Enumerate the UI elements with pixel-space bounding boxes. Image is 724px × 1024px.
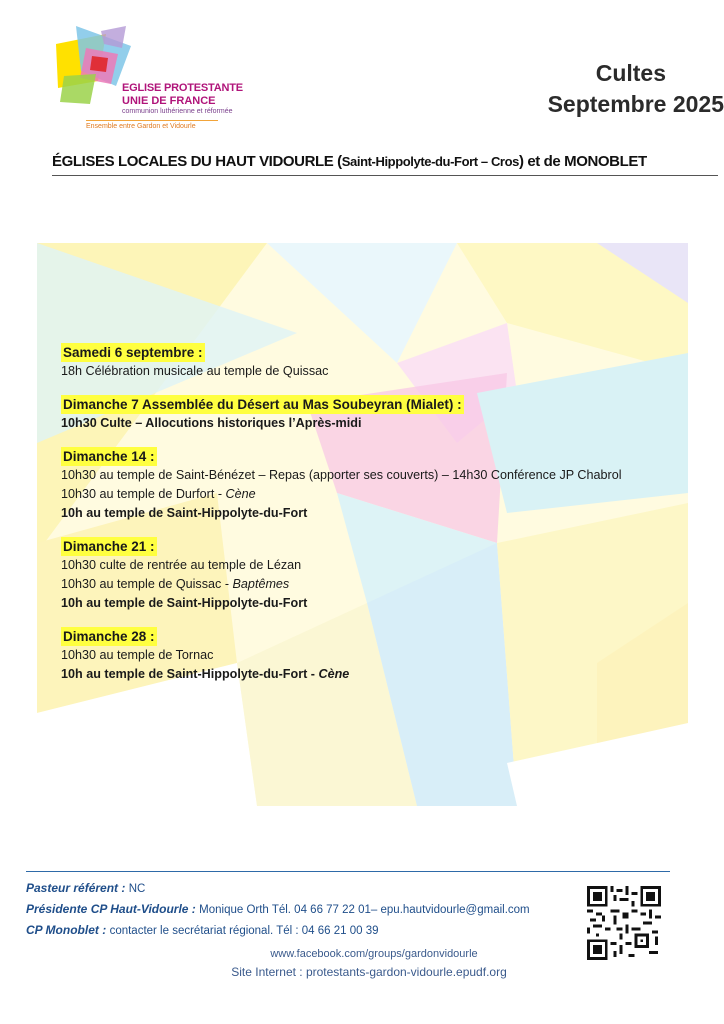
service-line: 10h30 au temple de Saint-Bénézet – Repas (apporter ses couverts) – 14h30 Conférence JP Chabrol bbox=[61, 468, 622, 482]
church-logo bbox=[56, 26, 246, 136]
service-line: 10h30 au temple de Durfort - Cène bbox=[61, 487, 256, 501]
pasteur-label: Pasteur référent : bbox=[26, 881, 126, 895]
page-title: Cultes bbox=[595, 60, 666, 86]
service-line: 10h30 au temple de Tornac bbox=[61, 648, 214, 662]
schedule-day bbox=[61, 343, 688, 381]
schedule-day bbox=[61, 537, 688, 613]
monoblet-label: CP Monoblet : bbox=[26, 923, 107, 937]
service-line: 10h30 culte de rentrée au temple de Lézan bbox=[61, 558, 302, 572]
service-line: 10h30 au temple de Quissac - Baptêmes bbox=[61, 577, 290, 591]
qr-code-icon[interactable] bbox=[587, 886, 661, 960]
facebook-link[interactable]: www.facebook.com/groups/gardonvidourle bbox=[270, 948, 478, 960]
pasteur-value: NC bbox=[128, 883, 146, 895]
subtitle-places: Saint-Hippolyte-du-Fort – Cros bbox=[341, 154, 519, 169]
schedule-panel bbox=[37, 243, 688, 806]
presidente-line bbox=[26, 899, 530, 920]
page-subtitle bbox=[52, 153, 647, 170]
logo-mark-icon bbox=[56, 26, 138, 106]
day-heading: Dimanche 21 : bbox=[63, 539, 155, 554]
schedule-day bbox=[61, 627, 688, 684]
header-divider bbox=[52, 175, 718, 176]
service-note: Cène bbox=[318, 667, 350, 681]
logo-text-4: Ensemble entre Gardon et Vidourle bbox=[86, 123, 196, 130]
website-link[interactable]: Site Internet : protestants-gardon-vidourle.epudf.org bbox=[231, 965, 507, 979]
title-block bbox=[547, 60, 724, 118]
day-heading: Dimanche 14 : bbox=[63, 449, 155, 464]
day-heading: Dimanche 28 : bbox=[63, 629, 155, 644]
footer-divider bbox=[26, 871, 670, 872]
logo-text-3: communion luthérienne et réformée bbox=[122, 108, 233, 115]
service-line: 18h Célébration musicale au temple de Quissac bbox=[61, 364, 329, 378]
day-heading: Samedi 6 septembre : bbox=[63, 345, 203, 360]
pasteur-line bbox=[26, 878, 530, 899]
logo-divider bbox=[86, 120, 218, 121]
service-line: 10h30 Culte – Allocutions historiques l’Après-midi bbox=[61, 416, 362, 430]
service-line: 10h au temple de Saint-Hippolyte-du-Fort bbox=[61, 596, 308, 610]
subtitle-main: ÉGLISES LOCALES DU HAUT VIDOURLE ( bbox=[52, 153, 342, 170]
day-heading: Dimanche 7 Assemblée du Désert au Mas Soubeyran (Mialet) : bbox=[63, 397, 462, 412]
subtitle-end: ) et de MONOBLET bbox=[518, 153, 647, 170]
schedule-day bbox=[61, 447, 688, 523]
page-month: Septembre 2025 bbox=[547, 91, 724, 117]
service-line: 10h au temple de Saint-Hippolyte-du-Fort bbox=[61, 506, 308, 520]
presidente-value[interactable]: Monique Orth Tél. 04 66 77 22 01– epu.hautvidourle@gmail.com bbox=[199, 904, 530, 916]
schedule-day bbox=[61, 395, 688, 433]
service-line: 10h au temple de Saint-Hippolyte-du-Fort - Cène bbox=[61, 667, 350, 681]
service-note: Baptêmes bbox=[232, 577, 290, 591]
service-note: Cène bbox=[225, 487, 256, 501]
monoblet-value: contacter le secrétariat régional. Tél : 04 66 21 00 39 bbox=[109, 925, 379, 937]
contact-footer bbox=[26, 878, 530, 941]
presidente-label: Présidente CP Haut-Vidourle : bbox=[26, 902, 196, 916]
monoblet-line bbox=[26, 920, 530, 941]
schedule-list bbox=[61, 343, 688, 698]
logo-text-2: UNIE DE FRANCE bbox=[122, 95, 216, 107]
logo-text-1: EGLISE PROTESTANTE bbox=[122, 82, 243, 94]
